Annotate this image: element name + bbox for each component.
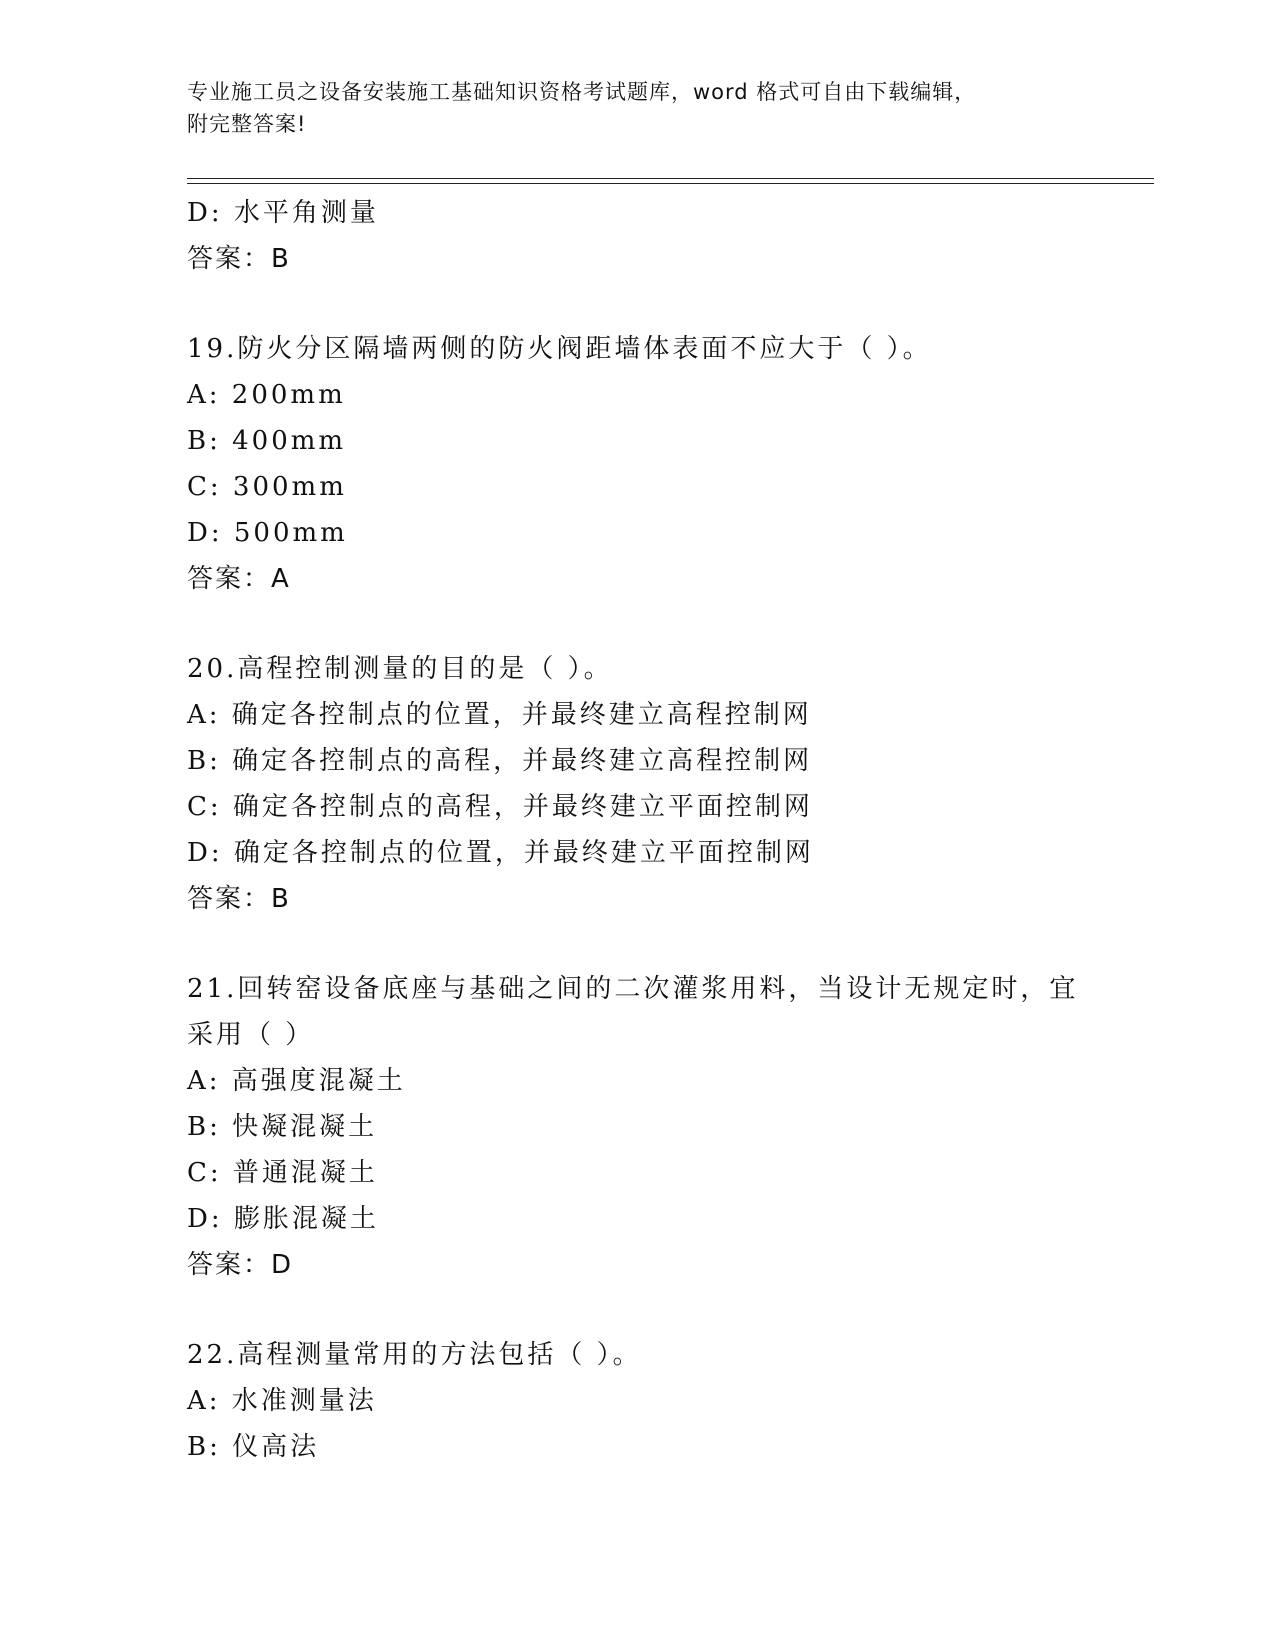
question-stem-line-2: 采用（ ） (187, 1020, 315, 1050)
question-stem: 19.防火分区隔墙两侧的防火阀距墙体表面不应大于（ ）。 (187, 334, 932, 364)
question-20 (187, 646, 1147, 922)
option-c: C: 普通混凝土 (187, 1158, 378, 1188)
question-list (187, 190, 1147, 1470)
document-header (187, 76, 1087, 140)
answer: 答案：B (187, 884, 291, 914)
prev-option-d: D: 水平角测量 (187, 198, 379, 228)
option-d: D: 500mm (187, 518, 348, 548)
option-b: B: 仪高法 (187, 1432, 320, 1462)
option-c: C: 确定各控制点的高程，并最终建立平面控制网 (187, 792, 813, 822)
answer: 答案：A (187, 564, 291, 594)
prev-answer: 答案：B (187, 244, 291, 274)
option-b: B: 400mm (187, 426, 347, 456)
option-b: B: 确定各控制点的高程，并最终建立高程控制网 (187, 746, 813, 776)
question-21 (187, 966, 1147, 1288)
header-rule-top (187, 178, 1154, 179)
option-a: A: 200mm (187, 380, 346, 410)
question-stem: 20.高程控制测量的目的是（ ）。 (187, 654, 613, 684)
answer: 答案：D (187, 1250, 294, 1280)
question-22 (187, 1332, 1147, 1470)
header-rule-bottom (187, 183, 1154, 184)
option-a: A: 水准测量法 (187, 1386, 377, 1416)
question-19 (187, 326, 1147, 602)
option-d: D: 确定各控制点的位置，并最终建立平面控制网 (187, 838, 814, 868)
option-b: B: 快凝混凝土 (187, 1112, 378, 1142)
option-c: C: 300mm (187, 472, 347, 502)
question-stem: 22.高程测量常用的方法包括（ ）。 (187, 1340, 642, 1370)
header-line-1: 专业施工员之设备安装施工基础知识资格考试题库，word 格式可自由下载编辑， (187, 80, 977, 104)
question-stem-line-1: 21.回转窑设备底座与基础之间的二次灌浆用料，当设计无规定时，宜 (187, 974, 1079, 1004)
option-a: A: 高强度混凝土 (187, 1066, 406, 1096)
option-d: D: 膨胀混凝土 (187, 1204, 379, 1234)
option-a: A: 确定各控制点的位置，并最终建立高程控制网 (187, 700, 812, 730)
header-line-2: 附完整答案! (187, 112, 307, 136)
